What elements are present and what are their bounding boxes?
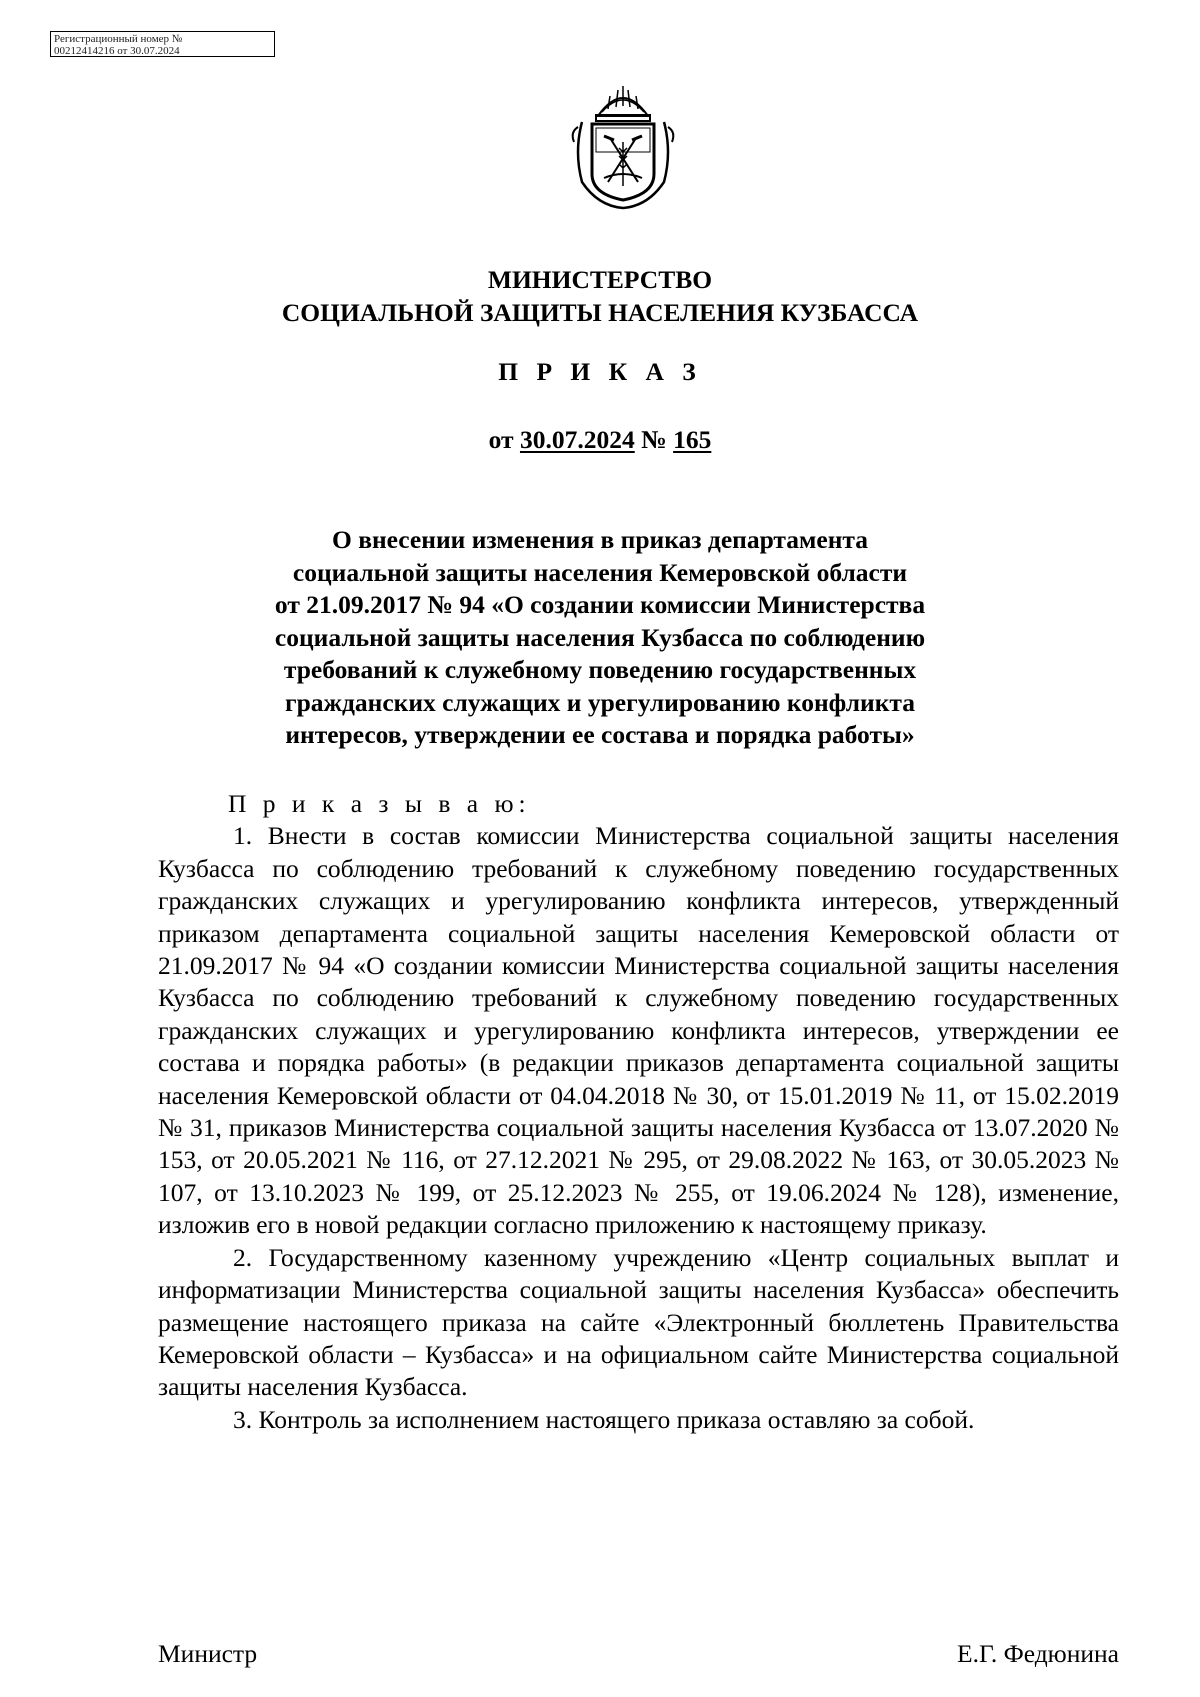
order-body <box>158 788 1119 1436</box>
signatory-name: Е.Г. Федюнина <box>957 1639 1119 1668</box>
ministry-line-2: СОЦИАЛЬНОЙ ЗАЩИТЫ НАСЕЛЕНИЯ КУЗБАССА <box>281 298 919 327</box>
registration-line-2: 00212414216 от 30.07.2024 <box>54 45 180 57</box>
ministry-line-1: МИНИСТЕРСТВО <box>487 265 713 294</box>
subject-line: интересов, утверждении ее состава и порядка работы» <box>285 720 915 749</box>
subject-line: О внесении изменения в приказ департамента <box>332 525 868 554</box>
subject-line: требований к служебному поведению государственных <box>283 655 917 684</box>
order-number: 165 <box>673 425 712 454</box>
subject-line: гражданских служащих и урегулированию конфликта <box>285 687 915 717</box>
signature-block <box>158 1639 1119 1669</box>
order-subject <box>0 524 1200 752</box>
number-sign: № <box>641 425 667 454</box>
order-number-line <box>0 425 1200 455</box>
subject-line: социальной защиты населения Кузбасса по соблюдению <box>274 622 926 652</box>
subject-line: от 21.09.2017 № 94 «О создании комиссии Министерства <box>274 590 926 619</box>
order-date: 30.07.2024 <box>519 425 635 454</box>
kuzbass-coat-of-arms-icon <box>568 82 678 210</box>
order-verb: П р и к а з ы в а ю: <box>228 789 531 818</box>
paragraph-1: 1. Внести в состав комиссии Министерства социальной защиты населения Кузбасса по соблюдению требований к служебному поведению государственных гражданских служащих и урегулированию конфликта интересов, утвержденный приказом департамента социальной защиты населения Кемеровской области от 21.09.2017 № 94 «О создании комиссии Министерства социальной защиты населения Кузбасса по соблюдению требований к служебному поведению государственных гражданских служащих и урегулированию конфликта интересов, утверждении ее состава и порядка работы» (в редакции приказов департамента социальной защиты населения Кемеровской области от 04.04.2018 № 30, от 15.01.2019 № 11, от 15.02.2019 № 31, приказов Министерства социальной защиты населения Кузбасса от 13.07.2020 № 153, от 20.05.2021 № 116, от 27.12.2021 № 295, от 29.08.2022 № 163, от 30.05.2023 № 107, от 13.10.2023 № 199, от 25.12.2023 № 255, от 19.06.2024 № 128), изменение, изложив его в новой редакции согласно приложению к настоящему приказу. <box>158 821 1119 1240</box>
registration-stamp <box>50 31 275 57</box>
ministry-name <box>0 263 1200 329</box>
paragraph-2: 2. Государственному казенному учреждению «Центр социальных выплат и информатизации Министерства социальной защиты населения Кузбасса» обеспечить размещение настоящего приказа на сайте «Электронный бюллетень Правительства Кемеровской области – Кузбасса» и на официальном сайте Министерства социальной защиты населения Кузбасса. <box>158 1242 1119 1402</box>
registration-line-1: Регистрационный номер № <box>54 33 183 45</box>
date-prefix: от <box>488 425 514 454</box>
signatory-position: Министр <box>158 1639 258 1668</box>
order-title: П Р И К А З <box>498 357 702 386</box>
subject-line: социальной защиты населения Кемеровской области <box>292 557 908 587</box>
paragraph-3: 3. Контроль за исполнением настоящего приказа оставляю за собой. <box>233 1404 975 1434</box>
